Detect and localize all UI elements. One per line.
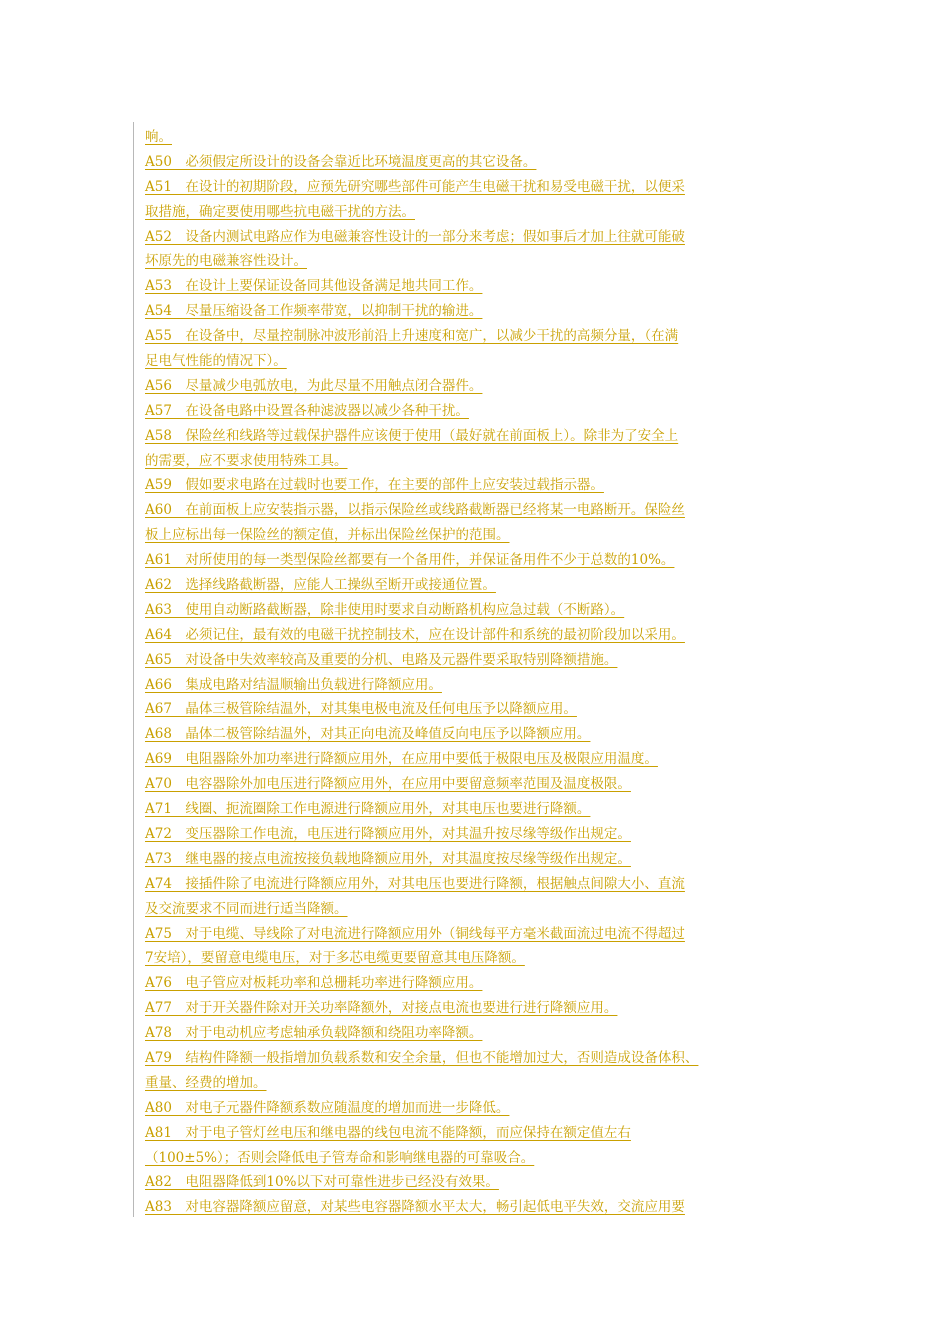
entry-line-text: A59 假如要求电路在过载时也要工作，在主要的部件上应安装过载指示器。 bbox=[145, 477, 604, 494]
document-entry bbox=[145, 971, 835, 996]
document-entry bbox=[145, 922, 835, 972]
entry-line-text: A60 在前面板上应安装指示器，以指示保险丝或线路截断器已经将某一电路断开。保险丝 bbox=[145, 502, 685, 519]
document-entry bbox=[145, 822, 835, 847]
entry-line-text: A57 在设备电路中设置各种滤波器以减少各种干扰。 bbox=[145, 402, 469, 419]
document-entry bbox=[145, 847, 835, 872]
document-entry bbox=[145, 697, 835, 722]
entry-line-text: 重量、经费的增加。 bbox=[145, 1074, 267, 1091]
entry-line-text: A51 在设计的初期阶段，应预先研究哪些部件可能产生电磁干扰和易受电磁干扰，以便采 bbox=[145, 178, 685, 195]
entry-line-text: A72 变压器除工作电流，电压进行降额应用外，对其温升按尽缘等级作出规定。 bbox=[145, 825, 631, 842]
entry-line-text: A64 必须记住，最有效的电磁干扰控制技术，应在设计部件和系统的最初阶段加以采用。 bbox=[145, 626, 685, 643]
entry-line bbox=[145, 673, 835, 698]
entry-line bbox=[145, 772, 835, 797]
entry-line bbox=[145, 200, 835, 225]
entry-line bbox=[145, 374, 835, 399]
entry-line-text: A56 尽量减少电弧放电，为此尽量不用触点闭合器件。 bbox=[145, 377, 483, 394]
entry-line bbox=[145, 473, 835, 498]
entry-line-text: A54 尽量压缩设备工作频率带宽，以抑制干扰的输进。 bbox=[145, 303, 483, 320]
document-body bbox=[145, 125, 835, 1220]
document-entry bbox=[145, 150, 835, 175]
entry-line-text: A66 集成电路对结温顺输出负载进行降额应用。 bbox=[145, 676, 442, 693]
entry-line-text: A73 继电器的接点电流按接负载地降额应用外，对其温度按尽缘等级作出规定。 bbox=[145, 850, 631, 867]
entry-line-text: A53 在设计上要保证设备同其他设备满足地共同工作。 bbox=[145, 278, 483, 295]
entry-line-text: 响。 bbox=[145, 129, 172, 145]
entry-line-text: A77 对于开关器件除对开关功率降额外，对接点电流也要进行进行降额应用。 bbox=[145, 1000, 618, 1017]
entry-line bbox=[145, 922, 835, 947]
entry-line-text: A63 使用自动断路截断器，除非使用时要求自动断路机构应急过载（不断路）。 bbox=[145, 601, 625, 618]
entry-line-text: （100±5%）；否则会降低电子管寿命和影响继电器的可靠吸合。 bbox=[145, 1149, 535, 1166]
entry-line bbox=[145, 1096, 835, 1121]
entry-line-text: A50 必须假定所设计的设备会靠近比环境温度更高的其它设备。 bbox=[145, 153, 537, 170]
entry-line-text: A71 线圈、扼流圈除工作电源进行降额应用外，对其电压也要进行降额。 bbox=[145, 801, 591, 818]
entry-line bbox=[145, 424, 835, 449]
entry-line bbox=[145, 1021, 835, 1046]
entry-line bbox=[145, 349, 835, 374]
entry-line bbox=[145, 872, 835, 897]
entry-line-text: 及交流要求不同而进行适当降额。 bbox=[145, 900, 348, 917]
entry-line-text: A74 接插件除了电流进行降额应用外，对其电压也要进行降额，根据触点间隙大小、直流 bbox=[145, 875, 685, 892]
entry-line-text: A62 选择线路截断器，应能人工操纵至断开或接通位置。 bbox=[145, 577, 496, 594]
document-entry bbox=[145, 1096, 835, 1121]
document-entry bbox=[145, 1195, 835, 1220]
entry-line bbox=[145, 249, 835, 274]
entry-line bbox=[145, 274, 835, 299]
document-entry bbox=[145, 598, 835, 623]
entry-line-text: A68 晶体二极管除结温外，对其正向电流及峰值反向电压予以降额应用。 bbox=[145, 726, 591, 743]
document-entry bbox=[145, 648, 835, 673]
entry-line bbox=[145, 225, 835, 250]
entry-line-text: A78 对于电动机应考虑轴承负载降额和绕阻功率降额。 bbox=[145, 1025, 483, 1042]
document-entry bbox=[145, 324, 835, 374]
entry-line bbox=[145, 623, 835, 648]
document-entry bbox=[145, 548, 835, 573]
document-entry bbox=[145, 1170, 835, 1195]
entry-line bbox=[145, 797, 835, 822]
entry-line bbox=[145, 971, 835, 996]
entry-line bbox=[145, 324, 835, 349]
entry-line-text: 足电气性能的情况下）。 bbox=[145, 353, 287, 370]
entry-line-text: A80 对电子元器件降额系数应随温度的增加而进一步降低。 bbox=[145, 1099, 510, 1116]
entry-line-text: A82 电阻器降低到10%以下对可靠性进步已经没有效果。 bbox=[145, 1174, 499, 1191]
document-entry bbox=[145, 1121, 835, 1171]
entry-line bbox=[145, 125, 835, 150]
document-entry bbox=[145, 1021, 835, 1046]
entry-line bbox=[145, 897, 835, 922]
document-entry bbox=[145, 274, 835, 299]
entry-line bbox=[145, 150, 835, 175]
entry-line bbox=[145, 498, 835, 523]
document-entry bbox=[145, 498, 835, 548]
entry-line-text: A55 在设备中，尽量控制脉冲波形前沿上升速度和宽广，以减少干扰的高频分量，（在满 bbox=[145, 328, 679, 345]
document-entry bbox=[145, 374, 835, 399]
entry-line-text: 坏原先的电磁兼容性设计。 bbox=[145, 253, 307, 270]
entry-line-text: A76 电子管应对板耗功率和总栅耗功率进行降额应用。 bbox=[145, 975, 483, 992]
entry-line-text: 7安培），要留意电缆电压，对于多芯电缆更要留意其电压降额。 bbox=[145, 950, 525, 967]
document-entry bbox=[145, 722, 835, 747]
entry-line-text: A65 对设备中失效率较高及重要的分机、电路及元器件要采取特别降额措施。 bbox=[145, 651, 618, 668]
entry-line bbox=[145, 573, 835, 598]
entry-line bbox=[145, 946, 835, 971]
entry-line bbox=[145, 598, 835, 623]
entry-line bbox=[145, 1146, 835, 1171]
entry-line bbox=[145, 399, 835, 424]
entry-line bbox=[145, 1195, 835, 1220]
document-entry bbox=[145, 175, 835, 225]
entry-line bbox=[145, 299, 835, 324]
entry-line bbox=[145, 1046, 835, 1071]
entry-line bbox=[145, 747, 835, 772]
entry-line bbox=[145, 175, 835, 200]
document-entry bbox=[145, 747, 835, 772]
entry-line-text: A58 保险丝和线路等过载保护器件应该便于使用（最好就在前面板上）。除非为了安全上 bbox=[145, 427, 679, 444]
entry-line bbox=[145, 722, 835, 747]
document-entry bbox=[145, 772, 835, 797]
entry-line bbox=[145, 1170, 835, 1195]
entry-line-text: A79 结构件降额一般指增加负载系数和安全余量，但也不能增加过大，否则造成设备体积、 bbox=[145, 1049, 699, 1066]
entry-line-text: 板上应标出每一保险丝的额定值，并标出保险丝保护的范围。 bbox=[145, 527, 510, 544]
entry-line-text: A69 电阻器除外加功率进行降额应用外，在应用中要低于极限电压及极限应用温度。 bbox=[145, 751, 658, 768]
document-entry bbox=[145, 424, 835, 474]
entry-line bbox=[145, 548, 835, 573]
entry-line bbox=[145, 449, 835, 474]
document-entry bbox=[145, 125, 835, 150]
entry-line-text: A70 电容器除外加电压进行降额应用外，在应用中要留意频率范围及温度极限。 bbox=[145, 776, 631, 793]
entry-line-text: A75 对于电缆、导线除了对电流进行降额应用外（铜线每平方毫米截面流过电流不得超过 bbox=[145, 925, 685, 942]
entry-line-text: A81 对于电子管灯丝电压和继电器的线包电流不能降额，而应保持在额定值左右 bbox=[145, 1124, 631, 1141]
entry-line-text: 取措施，确定要使用哪些抗电磁干扰的方法。 bbox=[145, 203, 415, 220]
document-entry bbox=[145, 1046, 835, 1096]
entry-line bbox=[145, 822, 835, 847]
entry-line-text: A83 对电容器降额应留意，对某些电容器降额水平太大，畅引起低电平失效，交流应用要 bbox=[145, 1199, 685, 1216]
entry-line-text: A52 设备内测试电路应作为电磁兼容性设计的一部分来考虑；假如事后才加上往就可能破 bbox=[145, 228, 685, 245]
document-entry bbox=[145, 623, 835, 648]
entry-line bbox=[145, 996, 835, 1021]
left-margin-rule bbox=[133, 122, 134, 1217]
document-entry bbox=[145, 673, 835, 698]
entry-line-text: A61 对所使用的每一类型保险丝都要有一个备用件，并保证备用件不少于总数的10%。 bbox=[145, 552, 675, 569]
document-entry bbox=[145, 399, 835, 424]
entry-line bbox=[145, 847, 835, 872]
entry-line bbox=[145, 523, 835, 548]
entry-line-text: A67 晶体三极管除结温外，对其集电极电流及任何电压予以降额应用。 bbox=[145, 701, 577, 718]
entry-line-text: 的需要，应不要求使用特殊工具。 bbox=[145, 452, 348, 469]
entry-line bbox=[145, 1121, 835, 1146]
document-entry bbox=[145, 473, 835, 498]
document-entry bbox=[145, 225, 835, 275]
document-entry bbox=[145, 573, 835, 598]
entry-line bbox=[145, 648, 835, 673]
document-entry bbox=[145, 996, 835, 1021]
entry-line bbox=[145, 697, 835, 722]
document-entry bbox=[145, 872, 835, 922]
document-entry bbox=[145, 797, 835, 822]
entry-line bbox=[145, 1071, 835, 1096]
document-entry bbox=[145, 299, 835, 324]
